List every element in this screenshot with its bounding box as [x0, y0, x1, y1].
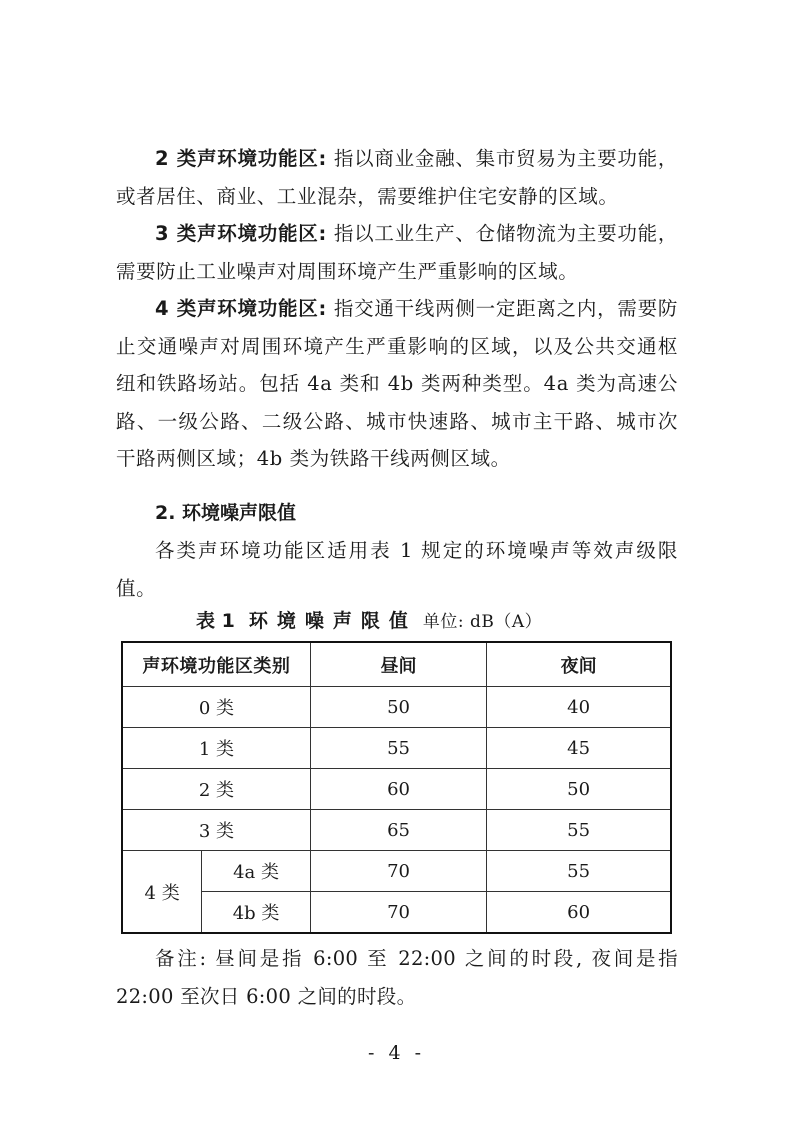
- section-heading: 2. 环境噪声限值: [155, 502, 297, 524]
- table-row: [122, 851, 671, 892]
- cell-night: 55: [487, 810, 671, 851]
- cell-subcategory: 4a 类: [202, 851, 311, 892]
- cell-category: 3 类: [122, 810, 310, 851]
- cell-night: 55: [487, 851, 671, 892]
- table-caption-unit: 单位: dB（A）: [422, 612, 543, 632]
- table-row: [122, 892, 671, 934]
- table-caption-number: 表 1: [196, 610, 235, 632]
- table-row: [122, 810, 671, 851]
- cell-group-category: 4 类: [122, 851, 202, 934]
- cell-night: 40: [487, 687, 671, 728]
- cell-day: 60: [310, 769, 486, 810]
- table-caption: [196, 607, 542, 636]
- cell-day: 70: [310, 892, 486, 934]
- paragraph-class-4: [116, 290, 678, 478]
- paragraph-text: 指交通干线两侧一定距离之内，需要防止交通噪声对周围环境产生严重影响的区域，以及公共交通枢纽和铁路场站。包括 4a 类和 4b 类两种类型。4a 类为高速公路、一级公路、二级公路、城市快速路、城市主干路、城市次干路两侧区域；4b 类为铁路干线两侧区域。: [116, 297, 679, 470]
- table-row: [122, 728, 671, 769]
- noise-limit-table: [121, 641, 672, 934]
- paragraph-text: 指以商业金融、集市贸易为主要功能，或者居住、商业、工业混杂，需要维护住宅安静的区域。: [116, 147, 679, 208]
- table-row: [122, 769, 671, 810]
- cell-night: 60: [487, 892, 671, 934]
- header-night: 夜间: [487, 642, 671, 687]
- paragraph-text: 指以工业生产、仓储物流为主要功能，需要防止工业噪声对周围环境产生严重影响的区域。: [116, 222, 679, 283]
- table-row: [122, 687, 671, 728]
- paragraph-lead: 4 类声环境功能区:: [155, 297, 327, 320]
- cell-category: 1 类: [122, 728, 310, 769]
- header-day: 昼间: [310, 642, 486, 687]
- paragraph-lead: 2 类声环境功能区:: [155, 147, 327, 170]
- cell-subcategory: 4b 类: [202, 892, 311, 934]
- cell-day: 55: [310, 728, 486, 769]
- paragraph-class-3: [116, 215, 678, 290]
- table-header-row: [122, 642, 671, 687]
- intro-paragraph: 各类声环境功能区适用表 1 规定的环境噪声等效声级限值。: [116, 539, 678, 600]
- cell-day: 50: [310, 687, 486, 728]
- cell-category: 2 类: [122, 769, 310, 810]
- table-note: 备注: 昼间是指 6:00 至 22:00 之间的时段, 夜间是指 22:00 至次日 6:00 之间的时段。: [116, 947, 678, 1008]
- cell-day: 70: [310, 851, 486, 892]
- paragraph-class-2: [116, 140, 678, 215]
- cell-day: 65: [310, 810, 486, 851]
- table-caption-title: 环境噪声限值: [248, 610, 417, 632]
- cell-night: 45: [487, 728, 671, 769]
- cell-category: 0 类: [122, 687, 310, 728]
- page-number: - 4 -: [367, 1042, 425, 1064]
- header-category: 声环境功能区类别: [122, 642, 310, 687]
- cell-night: 50: [487, 769, 671, 810]
- paragraph-lead: 3 类声环境功能区:: [155, 222, 327, 245]
